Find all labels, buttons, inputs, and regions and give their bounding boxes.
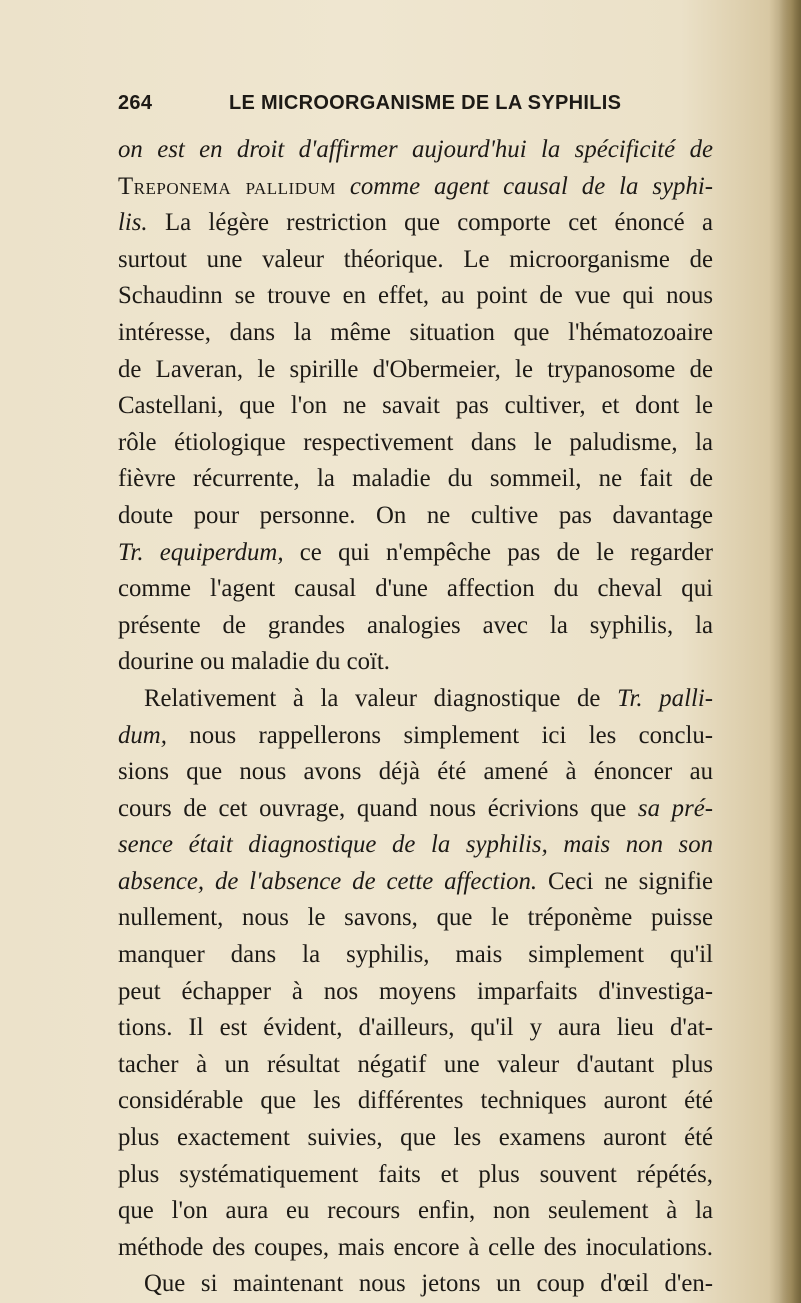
- text-line: sions que nous avons déjà été amené à énoncer au: [118, 758, 713, 786]
- text-span: Relativement à la valeur diagnostique de: [144, 684, 618, 712]
- page-header: [118, 92, 708, 122]
- text-span: Ceci ne signifie: [537, 867, 714, 895]
- text-line: [118, 205, 713, 242]
- page-edge-shadow: [779, 0, 801, 1303]
- text-line: nullement, nous le savons, que le tréponème puisse: [118, 904, 713, 932]
- italic-span: Tr. palli-: [617, 684, 713, 712]
- italic-span: lis.: [118, 209, 148, 237]
- text-span: nous rappellerons simplement ici les conclu-: [166, 721, 713, 749]
- text-line: Schaudinn se trouve en effet, au point de vue qui nous: [118, 282, 713, 310]
- text-line: [118, 681, 713, 718]
- text-span: cours de cet ouvrage, quand nous écrivions que: [118, 794, 638, 822]
- text-line: doute pour personne. On ne cultive pas davantage: [118, 501, 713, 529]
- text-line: plus systématiquement faits et plus souvent répétés,: [118, 1160, 713, 1188]
- text-line: rôle étiologique respectivement dans le paludisme, la: [118, 428, 713, 456]
- running-title: LE MICROORGANISME DE LA SYPHILIS: [229, 92, 622, 114]
- text-line: [118, 535, 713, 572]
- text-span: La légère restriction que comporte cet énoncé a: [147, 209, 713, 237]
- text-line: [118, 791, 713, 828]
- text-line: intéresse, dans la même situation que l'hématozoaire: [118, 318, 713, 346]
- text-line: plus exactement suivies, que les examens auront été: [118, 1124, 713, 1152]
- text-line: méthode des coupes, mais encore à celle des inoculations.: [118, 1233, 713, 1261]
- text-line: comme l'agent causal d'une affection du cheval qui: [118, 575, 713, 603]
- text-line: que l'on aura eu recours enfin, non seulement à la: [118, 1197, 713, 1225]
- italic-span: Tr. equiperdum,: [118, 538, 284, 566]
- text-line: dourine ou maladie du coït.: [118, 648, 391, 676]
- small-caps-span: Treponema pallidum: [118, 172, 336, 200]
- italic-span: sence était diagnostique de la syphilis, mais non son: [118, 831, 713, 859]
- text-line: [118, 132, 713, 169]
- text-line: tacher à un résultat négatif une valeur d'autant plus: [118, 1050, 713, 1078]
- italic-span: sa pré-: [637, 794, 713, 822]
- italic-span: on est en droit d'affirmer aujourd'hui la spécificité de: [118, 136, 713, 163]
- text-line: peut échapper à nos moyens imparfaits d'investiga-: [118, 977, 713, 1005]
- text-span: ce qui n'empêche pas de le regarder: [283, 538, 714, 566]
- text-line: [118, 169, 713, 206]
- text-line: fièvre récurrente, la maladie du sommeil, ne fait de: [118, 465, 713, 493]
- text-line: Que si maintenant nous jetons un coup d'œil d'en-: [144, 1270, 713, 1298]
- text-line: de Laveran, le spirille d'Obermeier, le trypanosome de: [118, 355, 713, 383]
- italic-span: comme agent causal de la syphi-: [335, 172, 714, 200]
- text-line: Castellani, que l'on ne savait pas cultiver, et dont le: [118, 392, 713, 420]
- text-line: [118, 718, 713, 755]
- body-text: [118, 132, 713, 1303]
- text-line: manquer dans la syphilis, mais simplement qu'il: [118, 941, 713, 969]
- page-number: 264: [118, 92, 153, 114]
- italic-span: absence, de l'absence de cette affection.: [118, 867, 538, 895]
- text-line: surtout une valeur théorique. Le microorganisme de: [118, 245, 713, 273]
- text-line: considérable que les différentes techniques auront été: [118, 1087, 713, 1115]
- text-line: [118, 827, 713, 864]
- text-line: tions. Il est évident, d'ailleurs, qu'il y aura lieu d'at-: [118, 1014, 713, 1042]
- italic-span: dum,: [118, 721, 167, 749]
- text-line: [118, 864, 713, 901]
- text-line: présente de grandes analogies avec la syphilis, la: [118, 611, 713, 639]
